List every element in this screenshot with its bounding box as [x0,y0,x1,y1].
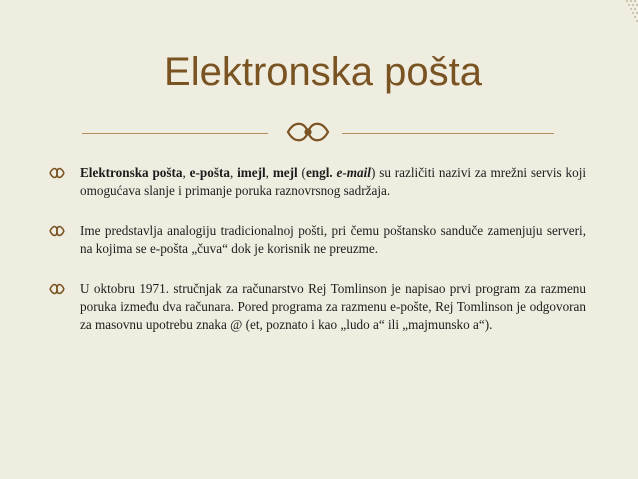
slide-title: Elektronska pošta [164,50,482,94]
list-item [48,164,586,201]
text-span: , [265,165,273,180]
list-item [48,280,586,335]
corner-ornament-icon [604,0,638,34]
bullet-list [48,164,586,356]
title-divider-right [342,133,554,134]
text-span: ) su različiti nazivi za mrežni servis koji omogućava slanje i primanje poruka raznovrsnog sadržaja. [80,165,587,199]
ornamental-flourish-icon [282,117,334,147]
bullet-text: Ime predstavlja analogiju tradicionalnoj pošti, pri čemu poštansko sandučе zamenjuju serveri, na kojima se e-pošta „čuva“ dok je korisnik ne preuzme. [80,222,586,257]
term-e-posta: e-pošta [189,165,230,180]
bullet-text: U oktobru 1971. stručnjak za računarstvo Rej Tomlinson je napisao prvi program za razmenu poruka između dva računara. Pored programa za razmenu e-pošte, Rej Tomlinson je odgovoran za masovnu upotrebu znaka @ (et, poznato i kao „ludo a“ ili „majmunsko a“). [80,280,586,333]
title-divider-left [82,133,268,134]
decorative-bullet-icon [48,224,66,238]
decorative-bullet-icon [48,166,66,180]
decorative-bullet-icon [48,282,66,296]
text-span: , [229,165,238,180]
text-span: ( [297,165,306,180]
term-imejl: imejl [237,165,266,180]
term-e-mail: e-mail [336,165,371,180]
term-mejl: mejl [272,165,298,180]
list-item [48,222,586,259]
term-engl: engl. [305,165,333,180]
text-span: , [182,165,190,180]
term-elektronska-posta: Elektronska pošta [80,165,183,180]
